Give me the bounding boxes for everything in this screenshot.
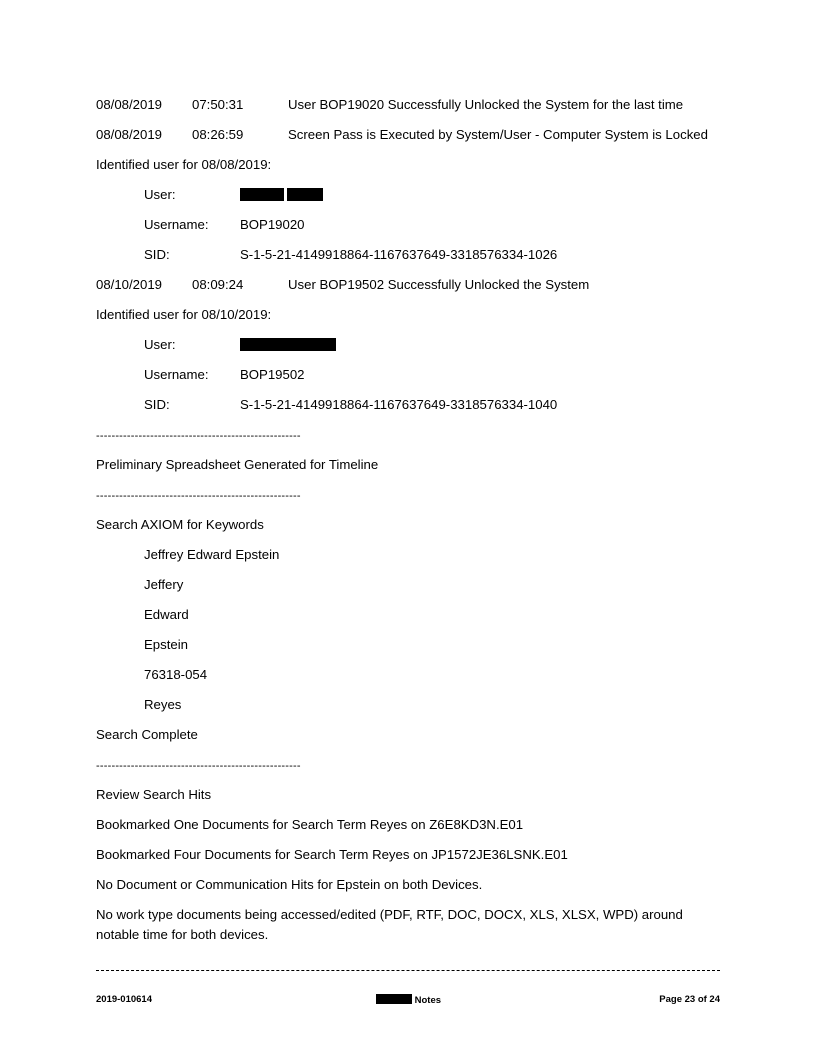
log-date: 08/08/2019 [96,97,163,112]
keyword-item: Reyes [144,697,182,712]
keyword-item: Jeffrey Edward Epstein [144,547,280,562]
preliminary-note: Preliminary Spreadsheet Generated for Timeline [96,457,379,472]
user-row [144,337,336,353]
user-row [144,187,323,203]
log-event: User BOP19020 Successfully Unlocked the System for the last time [288,97,684,112]
sid-label: SID: [144,247,170,262]
review-line: No Document or Communication Hits for Epstein on both Devices. [96,877,483,892]
footer-case-number: 2019-010614 [96,994,152,1005]
review-line: Bookmarked Four Documents for Search Term Reyes on JP1572JE36LSNK.E01 [96,847,568,862]
keyword-item: Epstein [144,637,188,652]
username-row [144,367,305,383]
user-label: User: [144,187,176,202]
log-time: 07:50:31 [192,97,244,112]
footer-page-number: Page 23 of 24 [659,994,720,1005]
separator-line: ----------------------------------------------------- [96,490,301,502]
search-complete: Search Complete [96,727,198,742]
redaction-block [240,338,336,351]
sid-value: S-1-5-21-4149918864-1167637649-3318576334-1040 [240,397,558,412]
identified-user-heading: Identified user for 08/10/2019: [96,307,272,322]
footer-center [376,994,441,1006]
username-value: BOP19502 [240,367,305,382]
username-label: Username: [144,367,209,382]
log-entry [96,97,683,113]
log-time: 08:26:59 [192,127,244,142]
log-event: Screen Pass is Executed by System/User - Computer System is Locked [288,127,708,142]
log-entry [96,127,708,143]
sid-value: S-1-5-21-4149918864-1167637649-3318576334-1026 [240,247,558,262]
sid-row [144,247,557,263]
redaction-block [287,188,323,201]
log-time: 08:09:24 [192,277,244,292]
sid-row [144,397,557,413]
identified-user-heading: Identified user for 08/08/2019: [96,157,272,172]
keyword-item: Jeffery [144,577,184,592]
sid-label: SID: [144,397,170,412]
log-event: User BOP19502 Successfully Unlocked the System [288,277,590,292]
username-row [144,217,305,233]
separator-line: ----------------------------------------------------- [96,430,301,442]
search-heading: Search AXIOM for Keywords [96,517,264,532]
log-date: 08/08/2019 [96,127,163,142]
log-entry [96,277,589,293]
username-value: BOP19020 [240,217,305,232]
keyword-item: 76318-054 [144,667,208,682]
log-date: 08/10/2019 [96,277,163,292]
review-paragraph: No work type documents being accessed/edited (PDF, RTF, DOC, DOCX, XLS, XLSX, WPD) around notable time for both devices. [96,907,683,942]
review-line: Bookmarked One Documents for Search Term Reyes on Z6E8KD3N.E01 [96,817,524,832]
username-label: Username: [144,217,209,232]
review-heading: Review Search Hits [96,787,212,802]
separator-line: ----------------------------------------------------- [96,760,301,772]
redaction-block [376,994,412,1004]
footer-rule [96,970,720,971]
redaction-block [240,188,284,201]
keyword-item: Edward [144,607,189,622]
footer-notes-label: Notes [414,995,442,1006]
user-label: User: [144,337,176,352]
